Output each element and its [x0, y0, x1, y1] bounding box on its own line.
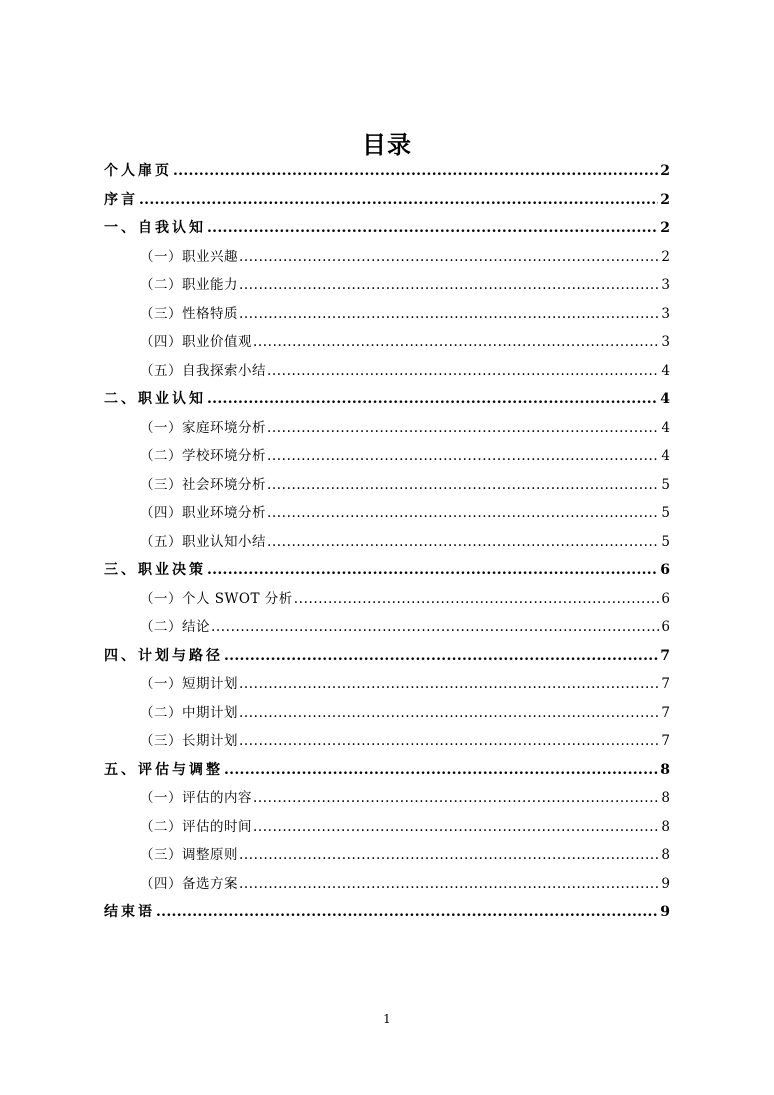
toc-entry-label: 二、职业认知 [104, 391, 206, 407]
dot-leader [267, 499, 659, 528]
toc-entry-page-number: 2 [660, 163, 670, 179]
toc-entry-page-number: 2 [660, 191, 670, 208]
toc-subsection-entry[interactable] [104, 727, 670, 756]
dot-leader [156, 898, 658, 927]
dot-leader [207, 385, 658, 414]
toc-section-entry[interactable] [104, 214, 670, 243]
toc-entry-page-number: 8 [661, 818, 670, 835]
toc-entry-page-number: 3 [661, 305, 670, 322]
dot-leader [267, 442, 659, 471]
toc-subsection-entry[interactable] [104, 271, 670, 300]
toc-entry-label: 五、评估与调整 [104, 761, 223, 778]
dot-leader [267, 414, 659, 443]
toc-entry-label: （五）自我探索小结 [140, 362, 266, 379]
toc-subsection-entry[interactable] [104, 813, 670, 842]
toc-section-entry[interactable] [104, 898, 670, 927]
toc-entry-label: （一）家庭环境分析 [140, 419, 266, 436]
dot-leader [267, 528, 659, 557]
toc-entry-label: （四）备选方案 [140, 875, 238, 892]
toc-entry-page-number: 2 [661, 248, 670, 265]
dot-leader [253, 813, 659, 842]
toc-section-entry[interactable] [104, 756, 670, 785]
toc-entry-label: （一）个人 SWOT 分析 [140, 590, 293, 607]
toc-entry-page-number: 9 [661, 875, 670, 892]
dot-leader [239, 300, 659, 329]
toc-entry-page-number: 2 [660, 220, 670, 236]
toc-entry-label: （二）学校环境分析 [140, 448, 266, 464]
toc-entry-page-number: 5 [661, 533, 670, 550]
toc-entry-page-number: 7 [660, 647, 670, 664]
dot-leader [239, 699, 659, 728]
toc-subsection-entry[interactable] [104, 699, 670, 728]
dot-leader [253, 328, 659, 357]
dot-leader [267, 357, 659, 386]
toc-entry-page-number: 4 [661, 448, 670, 464]
table-of-contents [104, 157, 670, 927]
dot-leader [253, 784, 659, 813]
toc-entry-page-number: 4 [661, 362, 670, 379]
toc-entry-label: 序言 [104, 191, 138, 208]
toc-entry-label: （三）调整原则 [140, 847, 238, 863]
toc-entry-label: 一、自我认知 [104, 220, 206, 236]
toc-subsection-entry[interactable] [104, 528, 670, 557]
toc-entry-label: 结束语 [104, 904, 155, 920]
dot-leader [207, 214, 658, 243]
toc-entry-page-number: 9 [660, 904, 670, 920]
dot-leader [267, 471, 659, 500]
toc-entry-label: （一）评估的内容 [140, 790, 252, 806]
dot-leader [239, 243, 659, 272]
toc-subsection-entry[interactable] [104, 670, 670, 699]
toc-entry-label: （二）中期计划 [140, 704, 238, 721]
toc-subsection-entry[interactable] [104, 357, 670, 386]
toc-entry-page-number: 7 [661, 704, 670, 721]
toc-section-entry[interactable] [104, 385, 670, 414]
toc-section-entry[interactable] [104, 157, 670, 186]
toc-subsection-entry[interactable] [104, 328, 670, 357]
toc-subsection-entry[interactable] [104, 300, 670, 329]
toc-entry-page-number: 8 [660, 761, 670, 778]
dot-leader [239, 870, 659, 899]
dot-leader [173, 157, 658, 186]
toc-entry-page-number: 5 [661, 476, 670, 493]
toc-entry-label: （三）社会环境分析 [140, 476, 266, 493]
dot-leader [239, 727, 659, 756]
toc-entry-page-number: 6 [661, 590, 670, 607]
toc-entry-page-number: 5 [661, 505, 670, 521]
toc-entry-label: （二）结论 [140, 619, 210, 635]
footer-page-number: 1 [383, 1012, 391, 1026]
dot-leader [294, 585, 660, 614]
toc-entry-label: （三）长期计划 [140, 733, 238, 749]
toc-entry-page-number: 4 [661, 419, 670, 436]
toc-entry-page-number: 6 [660, 562, 670, 578]
toc-entry-label: （一）短期计划 [140, 676, 238, 692]
toc-subsection-entry[interactable] [104, 414, 670, 443]
dot-leader [239, 271, 659, 300]
toc-entry-page-number: 3 [661, 334, 670, 350]
toc-entry-label: （四）职业环境分析 [140, 505, 266, 521]
toc-entry-page-number: 7 [661, 733, 670, 749]
toc-entry-label: 个人扉页 [104, 163, 172, 179]
toc-section-entry[interactable] [104, 186, 670, 215]
toc-subsection-entry[interactable] [104, 499, 670, 528]
toc-entry-label: （三）性格特质 [140, 305, 238, 322]
toc-entry-label: （二）职业能力 [140, 277, 238, 293]
page-title: 目录 [362, 130, 412, 160]
toc-entry-page-number: 7 [661, 676, 670, 692]
toc-entry-label: 三、职业决策 [104, 562, 206, 578]
dot-leader [211, 613, 659, 642]
dot-leader [139, 186, 658, 215]
toc-section-entry[interactable] [104, 556, 670, 585]
toc-entry-page-number: 3 [661, 277, 670, 293]
toc-entry-label: （二）评估的时间 [140, 818, 252, 835]
toc-subsection-entry[interactable] [104, 243, 670, 272]
dot-leader [224, 642, 658, 671]
toc-entry-page-number: 4 [660, 391, 670, 407]
toc-entry-label: （四）职业价值观 [140, 334, 252, 350]
toc-subsection-entry[interactable] [104, 442, 670, 471]
toc-subsection-entry[interactable] [104, 613, 670, 642]
toc-entry-page-number: 6 [661, 619, 670, 635]
toc-entry-label: 四、计划与路径 [104, 647, 223, 664]
toc-entry-page-number: 8 [661, 847, 670, 863]
toc-entry-label: （五）职业认知小结 [140, 533, 266, 550]
dot-leader [239, 841, 659, 870]
toc-subsection-entry[interactable] [104, 784, 670, 813]
toc-section-entry[interactable] [104, 642, 670, 671]
dot-leader [239, 670, 659, 699]
toc-subsection-entry[interactable] [104, 841, 670, 870]
toc-entry-label: （一）职业兴趣 [140, 248, 238, 265]
dot-leader [207, 556, 658, 585]
dot-leader [224, 756, 658, 785]
toc-subsection-entry[interactable] [104, 585, 670, 614]
toc-subsection-entry[interactable] [104, 471, 670, 500]
toc-subsection-entry[interactable] [104, 870, 670, 899]
toc-entry-page-number: 8 [661, 790, 670, 806]
